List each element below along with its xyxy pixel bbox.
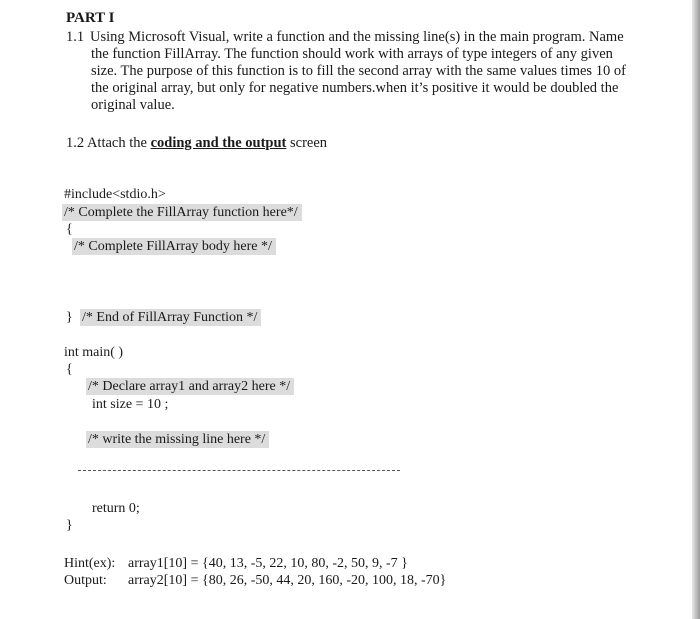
code-main-signature: int main( ) [64, 345, 124, 360]
question-1-line: the function FillArray. The function should work with arrays of type integers of any given [91, 46, 613, 62]
question-2-emphasis: coding and the output [150, 135, 287, 151]
code-body-comment-text: /* Complete FillArray body here */ [72, 238, 276, 255]
part-title: PART I [66, 10, 115, 26]
code-body-comment [72, 239, 276, 255]
code-missing-comment [86, 432, 269, 448]
question-2-suffix: screen [289, 135, 328, 151]
answer-dashed-line [78, 470, 400, 471]
question-1-first-line: Using Microsoft Visual, write a function and the missing line(s) in the main program. Name [90, 29, 624, 45]
code-declare-comment [86, 379, 294, 395]
code-close-brace: } [66, 310, 73, 325]
code-open-brace: { [66, 222, 73, 237]
code-main-open-brace: { [66, 362, 73, 377]
page-edge-shadow [692, 0, 700, 619]
code-declare-comment-text: /* Declare array1 and array2 here */ [86, 378, 294, 395]
code-main-close-brace: } [66, 518, 73, 533]
code-header-comment [62, 205, 302, 221]
code-end-comment [80, 310, 261, 326]
code-return-line: return 0; [92, 501, 140, 516]
question-2-number: 1.2 [66, 135, 85, 151]
question-1-number: 1.1 [66, 29, 85, 45]
hint-label: Hint(ex): [64, 556, 116, 571]
hint-value: array1[10] = {40, 13, -5, 22, 10, 80, -2, 50, 9, -7 } [128, 556, 408, 571]
question-1-line: size. The purpose of this function is to fill the second array with the same values times 10 of [91, 63, 626, 79]
question-1-line: the original array, but only for negative numbers.when it’s positive it would be doubled the [91, 80, 619, 96]
output-value: array2[10] = {80, 26, -50, 44, 20, 160, -20, 100, 18, -70} [128, 573, 447, 588]
question-1-line: original value. [91, 97, 175, 113]
code-missing-comment-text: /* write the missing line here */ [86, 431, 269, 448]
output-label: Output: [64, 573, 107, 588]
question-2 [66, 135, 327, 152]
question-2-prefix: Attach the [86, 135, 147, 151]
code-size-line: int size = 10 ; [92, 397, 169, 412]
code-end-comment-text: /* End of FillArray Function */ [80, 309, 261, 326]
code-include: #include<stdio.h> [64, 187, 166, 202]
code-header-comment-text: /* Complete the FillArray function here*/ [62, 204, 302, 221]
